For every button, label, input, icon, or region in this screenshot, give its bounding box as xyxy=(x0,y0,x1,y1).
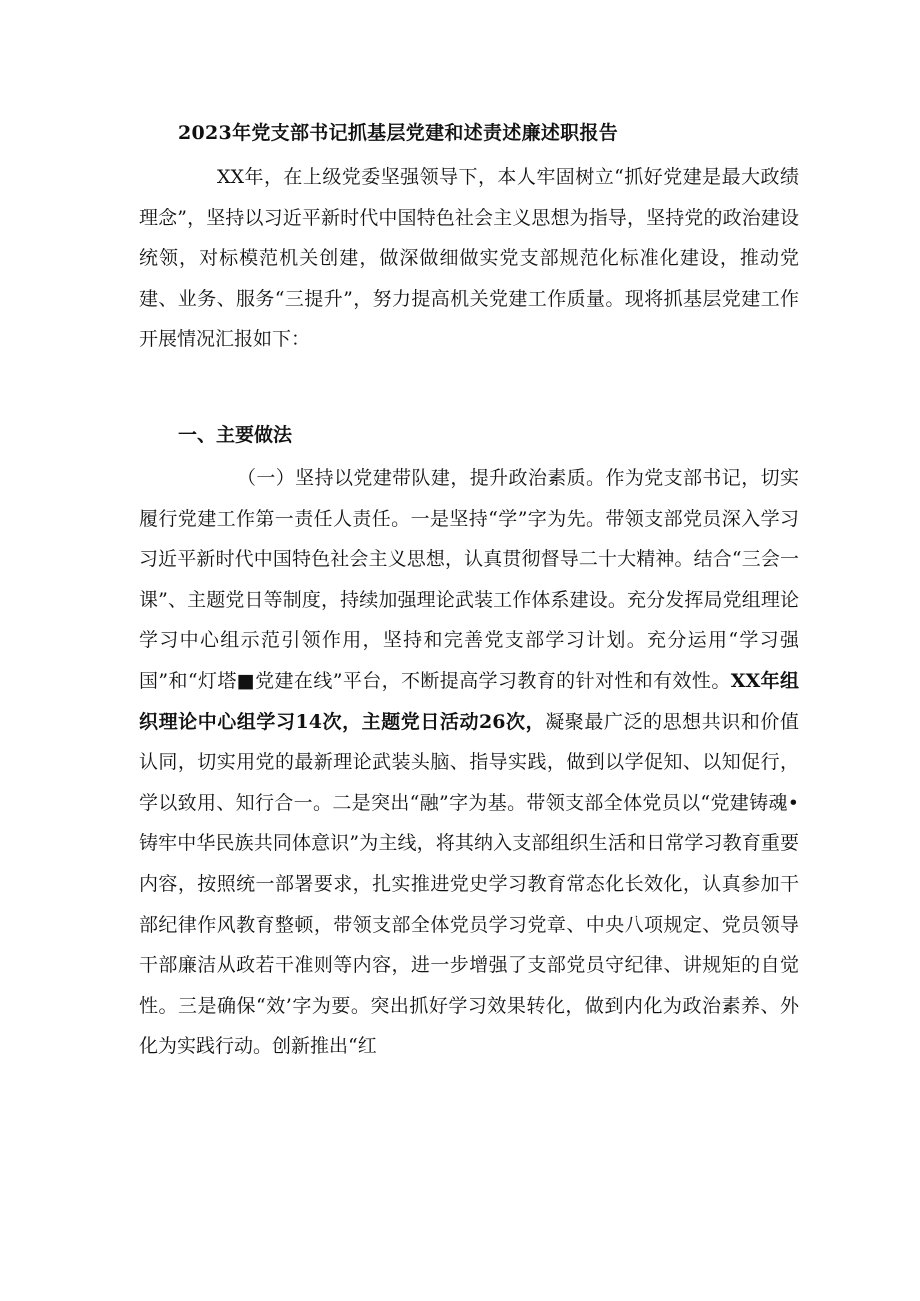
intro-paragraph: XX年，在上级党委坚强领导下，本人牢固树立“抓好党建是最大政绩理念”，坚持以习近平新时代中国特色社会主义思想为指导，坚持党的政治建设统领，对标模范机关创建，做深做细做实党支部规范化标准化建设，推动党建、业务、服务“三提升”，努力提高机关党建工作质量。现将抓基层党建工作开展情况汇报如下： xyxy=(139,166,799,351)
paragraph-stats-text: XX年组织理论中心组学习14次，主题党日活动26次， xyxy=(139,669,800,733)
paragraph-text-a: （一）坚持以党建带队建，提升政治素质。作为党支部书记，切实履行党建工作第一责任人责任。一是坚持“学”字为先。带领支部党员深入学习习近平新时代中国特色社会主义思想，认真贯彻督导二十大精神。结合“三会一课”、主题党日等制度，持续加强理论武装工作体系建设。充分发挥局党组理论学习中心组示范引领作用，坚持和完善党支部学习计划。充分运用“学习强国”和“灯塔■党建在线”平台，不断提高学习教育的针对性和有效性。 xyxy=(139,467,799,692)
section-heading: 一、主要做法 xyxy=(178,424,293,446)
document-title: 2023年党支部书记抓基层党建和述责述廉述职报告 xyxy=(178,122,619,144)
body-paragraph xyxy=(139,458,799,1067)
paragraph-text-c: 凝聚最广泛的思想共识和价值认同，切实用党的最新理论武装头脑、指导实践，做到以学促知、以知促行，学以致用、知行合一。二是突出“融”字为基。带领支部全体党员以“党建铸魂•铸牢中华民族共同体意识”为主线，将其纳入支部组织生活和日常学习教育重要内容，按照统一部署要求，扎实推进党史学习教育常态化长效化，认真参加干部纪律作风教育整顿，带领支部全体党员学习党章、中央八项规定、党员领导干部廉洁从政若干准则等内容，进一步增强了支部党员守纪律、讲规矩的自觉性。三是确保“效’字为要。突出抓好学习效果转化，做到内化为政治素养、外化为实践行动。创新推出“红 xyxy=(139,710,799,1058)
